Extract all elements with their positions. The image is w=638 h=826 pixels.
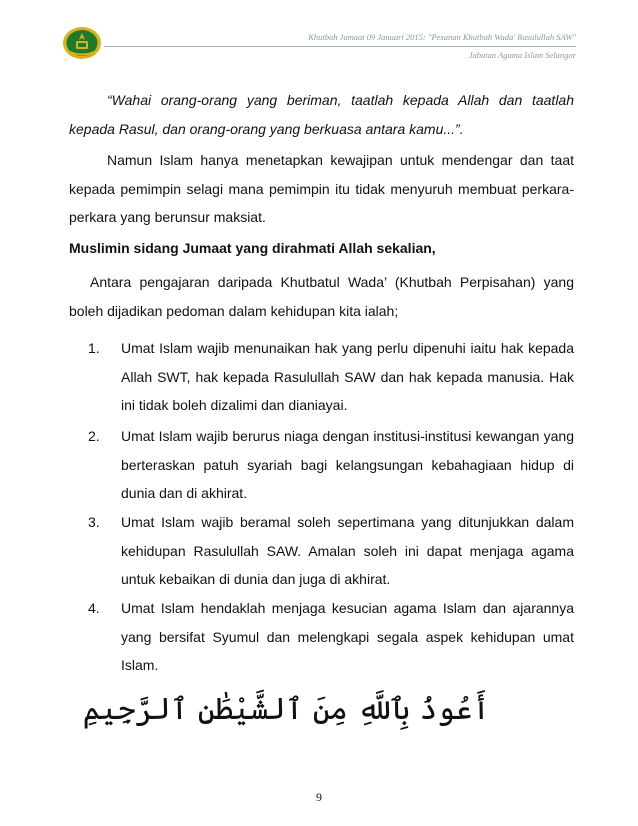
page-number: 9: [316, 790, 322, 804]
list-item-number: 2.: [88, 428, 100, 444]
intro-block: [69, 268, 574, 325]
lessons-list-2: [69, 422, 574, 508]
arabic-taawwudh: أَعُوذُ بِٱللَّهِ مِنَ ٱلشَّيْطَٰنِ ٱلرَّجِيمِ: [82, 692, 490, 727]
quote-paragraph: “Wahai orang-orang yang beriman, taatlah kepada Allah dan taatlah kepada Rasul, dan orang-orang yang berkuasa antara kamu...”.: [69, 92, 574, 137]
list-item: [88, 594, 574, 680]
list-item-text: Umat Islam wajib menunaikan hak yang perlu dipenuhi iaitu hak kepada Allah SWT, hak kepada Rasulullah SAW dan hak kepada manusia. Hak ini tidak boleh dizalimi dan dianiayai.: [121, 340, 574, 413]
list-item-number: 1.: [88, 340, 100, 356]
list-item: [88, 508, 574, 594]
lessons-list-3: [69, 508, 574, 594]
list-item: [88, 422, 574, 508]
address-heading: Muslimin sidang Jumaat yang dirahmati Allah sekalian,: [69, 240, 436, 256]
address-block: [69, 234, 574, 263]
header-subtitle: Jabatan Agama Islam Selangor: [468, 50, 576, 60]
crest-emblem-icon: [62, 26, 102, 60]
obedience-block: [69, 146, 574, 232]
quote-block: [69, 86, 574, 143]
list-item-number: 3.: [88, 514, 100, 530]
header-divider: [104, 46, 576, 47]
list-item-text: Umat Islam wajib beramal soleh sepertimana yang ditunjukkan dalam kehidupan Rasulullah SAW. Amalan soleh ini dapat menjaga agama untuk kebaikan di dunia dan juga di akhirat.: [121, 514, 574, 587]
list-item-number: 4.: [88, 600, 100, 616]
obedience-paragraph: Namun Islam hanya menetapkan kewajipan untuk mendengar dan taat kepada pemimpin selagi mana pemimpin itu tidak menyuruh membuat perkara-perkara yang berunsur maksiat.: [69, 152, 574, 225]
intro-paragraph: Antara pengajaran daripada Khutbatul Wada’ (Khutbah Perpisahan) yang boleh dijadikan pedoman dalam kehidupan kita ialah;: [69, 274, 574, 319]
lessons-list: [69, 334, 574, 420]
header-title: Khutbah Jumaat 09 Januari 2015: "Pesanan Khutbah Wada' Rasulullah SAW": [308, 32, 576, 42]
list-item-text: Umat Islam wajib berurus niaga dengan institusi-institusi kewangan yang berteraskan patuh syariah bagi kelangsungan kebahagiaan hidup di dunia dan di akhirat.: [121, 428, 574, 501]
list-item: [88, 334, 574, 420]
lessons-list-4: [69, 594, 574, 680]
list-item-text: Umat Islam hendaklah menjaga kesucian agama Islam dan ajarannya yang bersifat Syumul dan melengkapi segala aspek kehidupan umat Islam.: [121, 600, 574, 673]
